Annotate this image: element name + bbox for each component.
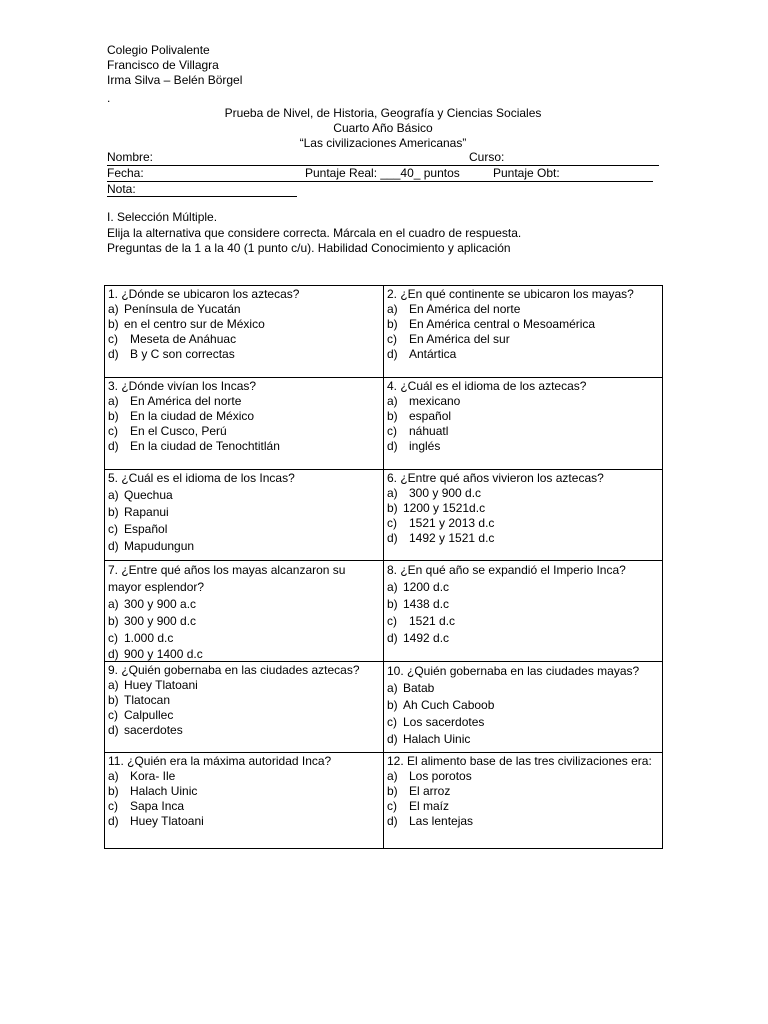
option-letter: b) bbox=[108, 505, 119, 519]
question-row bbox=[105, 470, 663, 561]
option-text: Calpullec bbox=[124, 708, 174, 722]
option-text: 1438 d.c bbox=[403, 597, 450, 611]
option[interactable] bbox=[387, 332, 659, 347]
option[interactable] bbox=[387, 799, 659, 814]
option[interactable] bbox=[387, 680, 659, 697]
option-text: Meseta de Anáhuac bbox=[130, 332, 237, 346]
option-text: Rapanui bbox=[124, 505, 169, 519]
option-text: 900 y 1400 d.c bbox=[124, 647, 203, 661]
option[interactable] bbox=[387, 486, 659, 501]
option[interactable] bbox=[387, 317, 659, 332]
option-text: español bbox=[409, 409, 452, 423]
option[interactable] bbox=[108, 814, 380, 829]
option[interactable] bbox=[108, 505, 380, 520]
option[interactable] bbox=[387, 697, 659, 714]
stray-dot: . bbox=[107, 91, 111, 105]
option[interactable] bbox=[108, 302, 380, 317]
option-letter: b) bbox=[108, 317, 119, 331]
teachers-names: Irma Silva – Belén Börgel bbox=[107, 73, 243, 87]
option-letter: a) bbox=[387, 486, 398, 500]
option-letter: d) bbox=[387, 347, 398, 361]
question-text: 3. ¿Dónde vivían los Incas? bbox=[108, 379, 257, 393]
option-text: El maíz bbox=[409, 799, 450, 813]
option[interactable] bbox=[387, 501, 659, 516]
option-text: 1200 y 1521d.c bbox=[403, 501, 486, 515]
option[interactable] bbox=[108, 394, 380, 409]
option[interactable] bbox=[108, 596, 380, 613]
option[interactable] bbox=[387, 814, 659, 829]
question-text: 6. ¿Entre qué años vivieron los aztecas? bbox=[387, 471, 604, 485]
option-text: Quechua bbox=[124, 488, 173, 502]
option[interactable] bbox=[108, 613, 380, 630]
option-letter: c) bbox=[108, 631, 118, 645]
option[interactable] bbox=[108, 347, 380, 362]
question-text: 8. ¿En qué año se expandió el Imperio Inca? bbox=[387, 563, 626, 577]
instructions bbox=[107, 210, 521, 257]
question-text: 4. ¿Cuál es el idioma de los aztecas? bbox=[387, 379, 587, 393]
question-cell-4[interactable] bbox=[384, 378, 663, 470]
option-text: 1492 d.c bbox=[403, 631, 450, 645]
option-letter: b) bbox=[108, 784, 119, 798]
student-fields bbox=[107, 150, 659, 197]
option-text: náhuatl bbox=[409, 424, 449, 438]
option-text: 1492 y 1521 d.c bbox=[409, 531, 495, 545]
option-letter: a) bbox=[387, 394, 398, 408]
question-cell-5[interactable] bbox=[105, 470, 384, 561]
option-letter: d) bbox=[108, 539, 119, 553]
option-letter: b) bbox=[387, 501, 398, 515]
option-letter: d) bbox=[108, 723, 119, 737]
school-subname: Francisco de Villagra bbox=[107, 58, 219, 72]
option[interactable] bbox=[108, 486, 380, 505]
option[interactable] bbox=[387, 630, 659, 647]
question-text: 2. ¿En qué continente se ubicaron los mayas? bbox=[387, 287, 634, 301]
option-letter: b) bbox=[108, 614, 119, 628]
option-text: En el Cusco, Perú bbox=[130, 424, 227, 438]
question-row bbox=[105, 662, 663, 753]
option-letter: a) bbox=[387, 302, 398, 316]
option[interactable] bbox=[108, 678, 380, 693]
option-letter: b) bbox=[387, 698, 398, 712]
option-letter: d) bbox=[108, 347, 119, 361]
option-letter: b) bbox=[387, 597, 398, 611]
option-letter: c) bbox=[387, 424, 397, 438]
question-text: 5. ¿Cuál es el idioma de los Incas? bbox=[108, 471, 295, 485]
option[interactable] bbox=[387, 394, 659, 409]
option[interactable] bbox=[108, 520, 380, 539]
option-text: Tlatocan bbox=[124, 693, 171, 707]
option-text: Huey Tlatoani bbox=[124, 678, 198, 692]
option-text: sacerdotes bbox=[124, 723, 183, 737]
option[interactable] bbox=[387, 784, 659, 799]
option-text: Antártica bbox=[409, 347, 457, 361]
option-letter: c) bbox=[387, 614, 397, 628]
option-letter: c) bbox=[387, 516, 397, 530]
question-cell-12[interactable] bbox=[384, 753, 663, 849]
puntaje-obt-label: Puntaje Obt: bbox=[493, 166, 560, 180]
option-text: Huey Tlatoani bbox=[130, 814, 204, 828]
option[interactable] bbox=[108, 539, 380, 554]
nota-label: Nota: bbox=[107, 182, 297, 197]
option[interactable] bbox=[108, 630, 380, 647]
option-letter: b) bbox=[108, 409, 119, 423]
section-heading: I. Selección Múltiple. bbox=[107, 210, 218, 224]
option-text: B y C son correctas bbox=[130, 347, 235, 361]
question-text: 7. ¿Entre qué años los mayas alcanzaron su bbox=[108, 563, 346, 577]
scoring-line: Preguntas de la 1 a la 40 (1 punto c/u). Habilidad Conocimiento y aplicación bbox=[107, 241, 511, 255]
option-letter: d) bbox=[387, 814, 398, 828]
option[interactable] bbox=[108, 647, 380, 661]
option-letter: c) bbox=[387, 799, 397, 813]
option-text: 1200 d.c bbox=[403, 580, 450, 594]
option-text: 1521 y 2013 d.c bbox=[409, 516, 495, 530]
option-letter: a) bbox=[108, 769, 119, 783]
date-score-row[interactable] bbox=[107, 166, 653, 182]
option-text: Península de Yucatán bbox=[124, 302, 241, 316]
option-letter: d) bbox=[387, 631, 398, 645]
question-cell-3[interactable] bbox=[105, 378, 384, 470]
question-row bbox=[105, 753, 663, 849]
option-text: 300 y 900 d.c bbox=[124, 614, 197, 628]
option-letter: a) bbox=[387, 769, 398, 783]
question-text: 10. ¿Quién gobernaba en las ciudades mayas? bbox=[387, 664, 640, 678]
option-letter: c) bbox=[108, 332, 118, 346]
option[interactable] bbox=[108, 693, 380, 708]
option[interactable] bbox=[108, 784, 380, 799]
option-text: En América central o Mesoamérica bbox=[409, 317, 596, 331]
option[interactable] bbox=[387, 424, 659, 439]
option[interactable] bbox=[108, 332, 380, 347]
option-letter: a) bbox=[387, 681, 398, 695]
option-letter: c) bbox=[108, 424, 118, 438]
option-letter: c) bbox=[387, 332, 397, 346]
question-cell-7[interactable] bbox=[105, 561, 384, 662]
option-letter: c) bbox=[108, 522, 118, 536]
name-course-row[interactable] bbox=[107, 150, 659, 166]
school-header bbox=[107, 43, 242, 88]
title-line-2: Cuarto Año Básico bbox=[333, 121, 433, 135]
question-row bbox=[105, 378, 663, 470]
option-text: Kora- Ile bbox=[130, 769, 176, 783]
option-text: En América del norte bbox=[130, 394, 242, 408]
option-text: Mapudungun bbox=[124, 539, 195, 553]
option-text: 1521 d.c bbox=[409, 614, 456, 628]
option-text: En la ciudad de Tenochtitlán bbox=[130, 439, 280, 453]
option-text: mexicano bbox=[409, 394, 461, 408]
fecha-label: Fecha: bbox=[107, 166, 144, 180]
question-text: 11. ¿Quién era la máxima autoridad Inca? bbox=[108, 754, 332, 768]
option[interactable] bbox=[108, 409, 380, 424]
instruction-line: Elija la alternativa que considere correcta. Márcala en el cuadro de respuesta. bbox=[107, 225, 522, 240]
option-letter: a) bbox=[108, 394, 119, 408]
option[interactable] bbox=[108, 439, 380, 454]
question-cell-1[interactable] bbox=[105, 286, 384, 378]
question-text: 12. El alimento base de las tres civilizaciones era: bbox=[387, 754, 652, 768]
option-letter: d) bbox=[108, 439, 119, 453]
option[interactable] bbox=[108, 723, 380, 738]
question-cell-6[interactable] bbox=[384, 470, 663, 561]
question-cell-9[interactable] bbox=[105, 662, 384, 753]
question-cell-8[interactable] bbox=[384, 561, 663, 662]
option-letter: b) bbox=[387, 317, 398, 331]
option-text: Halach Uinic bbox=[403, 732, 471, 746]
option-letter: a) bbox=[387, 580, 398, 594]
option-letter: c) bbox=[387, 715, 397, 729]
option[interactable] bbox=[387, 516, 659, 531]
option-text: Halach Uinic bbox=[130, 784, 198, 798]
option-text: 300 y 900 a.c bbox=[124, 597, 197, 611]
option[interactable] bbox=[387, 302, 659, 317]
option-text: Batab bbox=[403, 681, 435, 695]
option[interactable] bbox=[387, 613, 659, 630]
option-letter: b) bbox=[387, 409, 398, 423]
option-letter: a) bbox=[108, 597, 119, 611]
option[interactable] bbox=[108, 799, 380, 814]
option-text: En América del norte bbox=[409, 302, 521, 316]
option-letter: d) bbox=[387, 531, 398, 545]
option-text: En América del sur bbox=[409, 332, 510, 346]
option-text: inglés bbox=[409, 439, 441, 453]
option[interactable] bbox=[108, 317, 380, 332]
option-letter: d) bbox=[108, 814, 119, 828]
option[interactable] bbox=[387, 347, 659, 362]
question-text: 1. ¿Dónde se ubicaron los aztecas? bbox=[108, 287, 300, 301]
option-letter: d) bbox=[108, 647, 119, 661]
option-text: Ah Cuch Caboob bbox=[403, 698, 495, 712]
option-text: 300 y 900 d.c bbox=[409, 486, 482, 500]
option[interactable] bbox=[387, 596, 659, 613]
curso-label: Curso: bbox=[469, 150, 505, 164]
question-cell-11[interactable] bbox=[105, 753, 384, 849]
option-letter: c) bbox=[108, 799, 118, 813]
option[interactable] bbox=[108, 708, 380, 723]
option-text: Los porotos bbox=[409, 769, 472, 783]
option-text: Sapa Inca bbox=[130, 799, 185, 813]
option[interactable] bbox=[387, 409, 659, 424]
nota-row[interactable] bbox=[107, 182, 659, 197]
option[interactable] bbox=[387, 714, 659, 731]
title-line-1: Prueba de Nivel, de Historia, Geografía y Ciencias Sociales bbox=[224, 106, 542, 120]
option-letter: a) bbox=[108, 488, 119, 502]
option[interactable] bbox=[387, 731, 659, 748]
option-text: En la ciudad de México bbox=[130, 409, 255, 423]
title-line-3: “Las civilizaciones Americanas” bbox=[299, 136, 467, 150]
option-letter: a) bbox=[108, 678, 119, 692]
option-letter: d) bbox=[387, 732, 398, 746]
option-letter: a) bbox=[108, 302, 119, 316]
question-text: 9. ¿Quién gobernaba en las ciudades aztecas? bbox=[108, 663, 360, 677]
option-text: El arroz bbox=[409, 784, 451, 798]
question-row bbox=[105, 561, 663, 662]
option-letter: c) bbox=[108, 708, 118, 722]
option-text: Los sacerdotes bbox=[403, 715, 485, 729]
question-table bbox=[104, 285, 663, 849]
question-cell-2[interactable] bbox=[384, 286, 663, 378]
question-cell-10[interactable] bbox=[384, 662, 663, 753]
option-letter: b) bbox=[387, 784, 398, 798]
option[interactable] bbox=[387, 579, 659, 596]
option[interactable] bbox=[387, 531, 659, 546]
school-name: Colegio Polivalente bbox=[107, 43, 210, 57]
question-row bbox=[105, 286, 663, 378]
question-text-cont: mayor esplendor? bbox=[108, 580, 205, 594]
option[interactable] bbox=[387, 769, 659, 784]
test-title bbox=[107, 106, 659, 151]
option-letter: b) bbox=[108, 693, 119, 707]
option-text: en el centro sur de México bbox=[124, 317, 265, 331]
option[interactable] bbox=[108, 424, 380, 439]
option-text: Las lentejas bbox=[409, 814, 474, 828]
option[interactable] bbox=[108, 769, 380, 784]
nombre-label: Nombre: bbox=[107, 150, 154, 164]
option-text: 1.000 d.c bbox=[124, 631, 174, 645]
option[interactable] bbox=[387, 439, 659, 454]
puntaje-real-label: Puntaje Real: ___40_ puntos bbox=[305, 166, 460, 180]
option-letter: d) bbox=[387, 439, 398, 453]
option-text: Español bbox=[124, 522, 168, 536]
